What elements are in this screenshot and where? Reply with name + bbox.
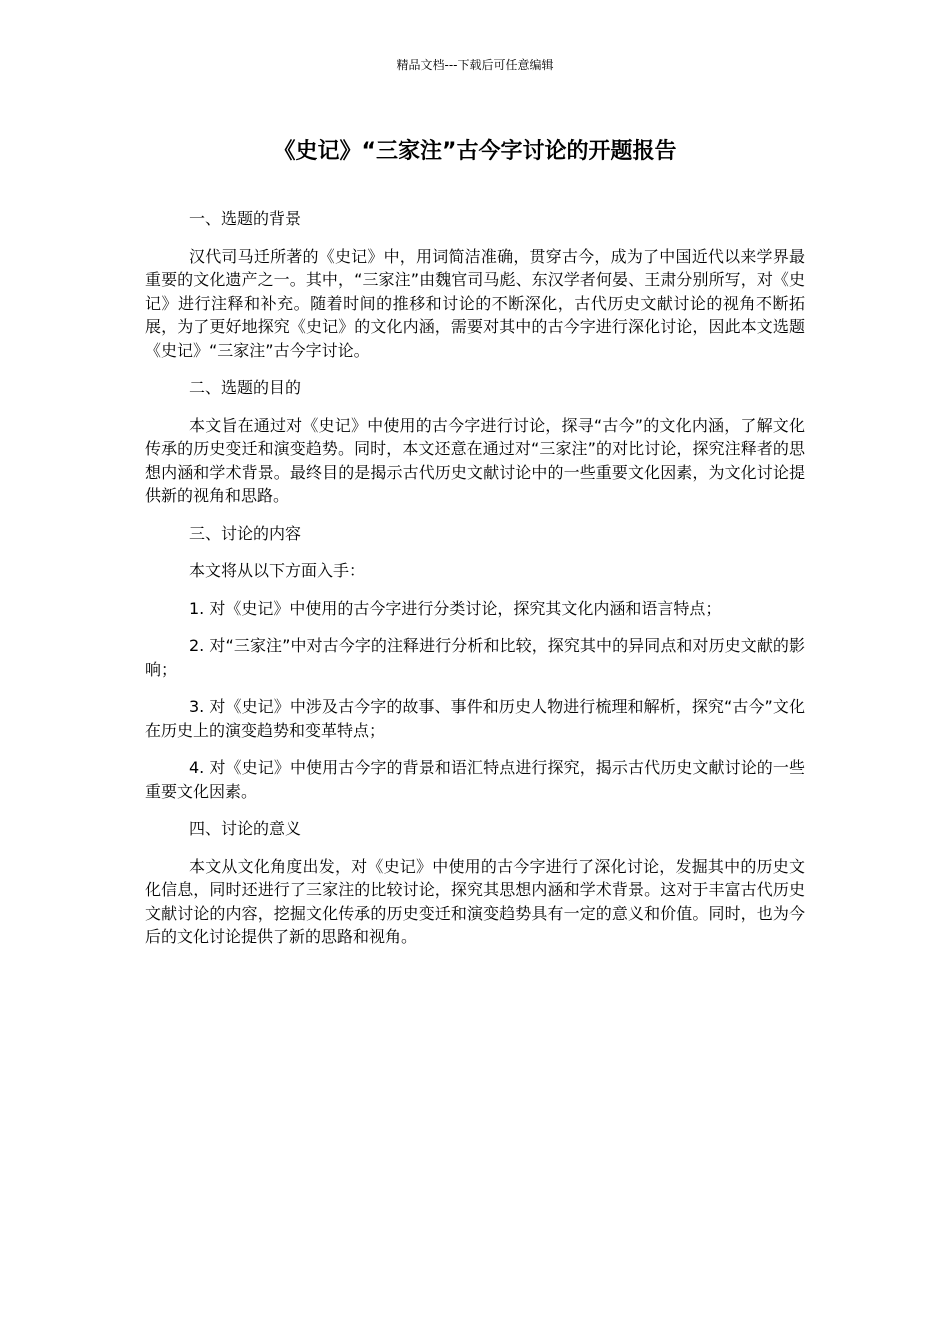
paragraph-purpose: 本文旨在通过对《史记》中使用的古今字进行讨论，探寻“古今”的文化内涵，了解文化传承的历史变迁和演变趋势。同时，本文还意在通过对“三家注”的对比讨论，探究注释者的思想内涵和学术背景。最终目的是揭示古代历史文献讨论中的一些重要文化因素，为文化讨论提供新的视角和思路。	[145, 415, 805, 505]
document-body	[145, 207, 805, 963]
header-note: 精品文档---下载后可任意编辑	[396, 58, 554, 72]
list-item: 4. 对《史记》中使用古今字的背景和语汇特点进行探究，揭示古代历史文献讨论的一些重要文化因素。	[145, 758, 805, 801]
list-item: 1. 对《史记》中使用的古今字进行分类讨论，探究其文化内涵和语言特点；	[189, 598, 722, 618]
paragraph-content-intro: 本文将从以下方面入手：	[189, 561, 366, 580]
list-item: 2. 对“三家注”中对古今字的注释进行分析和比较，探究其中的异同点和对历史文献的影响；	[145, 636, 805, 679]
section-heading-content: 三、讨论的内容	[189, 523, 302, 543]
section-heading-background: 一、选题的背景	[189, 209, 302, 228]
document-title: 《史记》“三家注”古今字讨论的开题报告	[273, 139, 677, 164]
paragraph-significance: 本文从文化角度出发，对《史记》中使用的古今字进行了深化讨论，发掘其中的历史文化信息，同时还进行了三家注的比较讨论，探究其思想内涵和学术背景。这对于丰富古代历史文献讨论的内容，挖掘文化传承的历史变迁和演变趋势具有一定的意义和价值。同时，也为今后的文化讨论提供了新的思路和视角。	[145, 856, 805, 946]
section-heading-significance: 四、讨论的意义	[189, 819, 302, 838]
list-item: 3. 对《史记》中涉及古今字的故事、事件和历史人物进行梳理和解析，探究“古今”文化在历史上的演变趋势和变革特点；	[145, 697, 805, 740]
paragraph-background: 汉代司马迁所著的《史记》中，用词简洁准确，贯穿古今，成为了中国近代以来学界最重要的文化遗产之一。其中，“三家注”由魏官司马彪、东汉学者何晏、王肃分别所写，对《史记》进行注释和补充。随着时间的推移和讨论的不断深化，古代历史文献讨论的视角不断拓展，为了更好地探究《史记》的文化内涵，需要对其中的古今字进行深化讨论，因此本文选题《史记》“三家注”古今字讨论。	[145, 246, 805, 360]
section-heading-purpose: 二、选题的目的	[189, 378, 302, 397]
